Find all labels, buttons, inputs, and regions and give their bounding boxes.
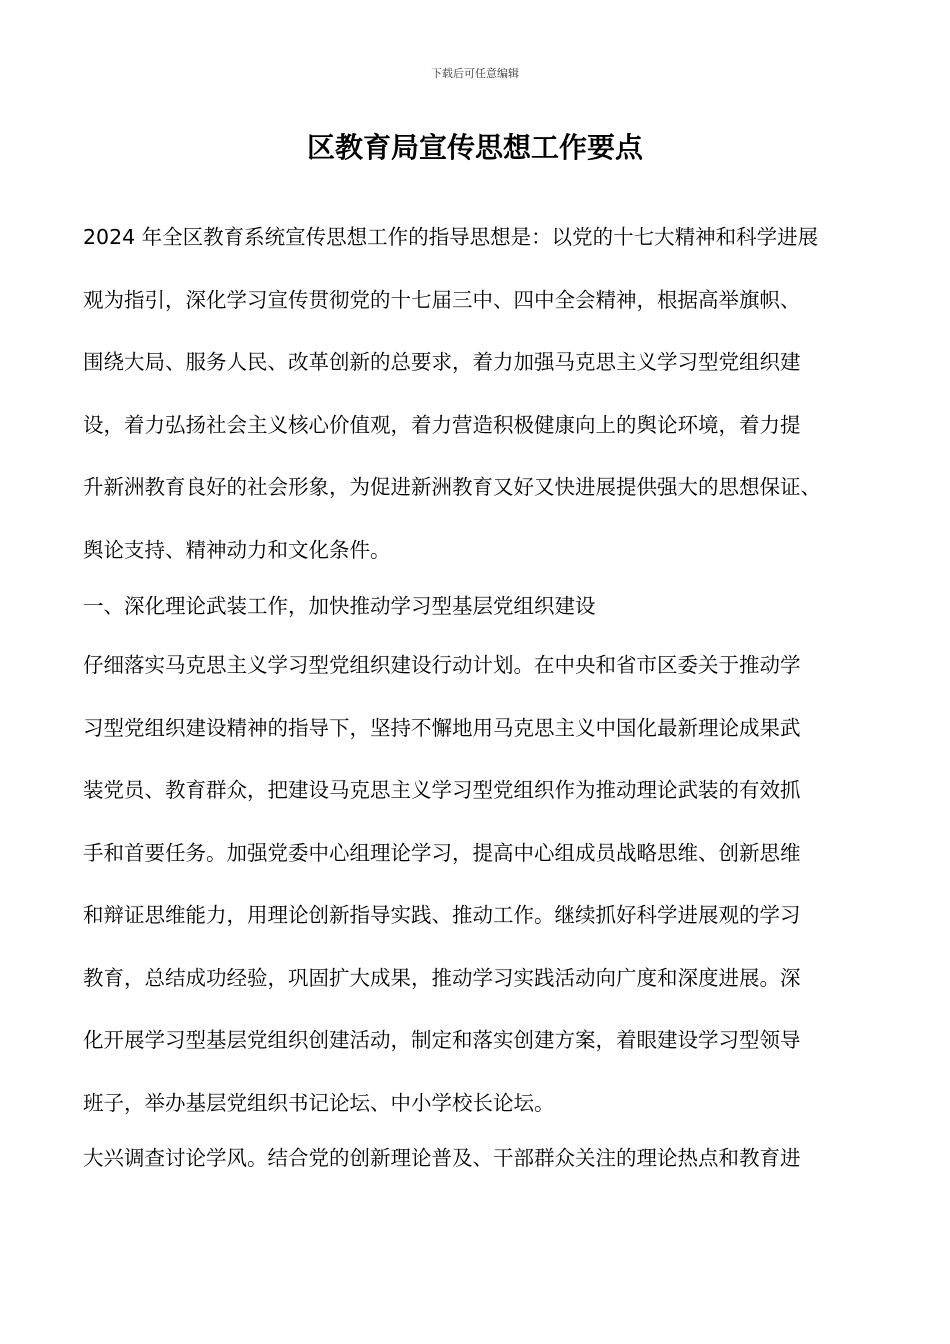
section-heading: 一、深化理论武装工作，加快推动学习型基层党组织建设	[83, 594, 596, 618]
paragraph-line: 教育，总结成功经验，巩固扩大成果，推动学习实践活动向广度和深度进展。深	[83, 965, 801, 990]
paragraph-line: 和辩证思维能力，用理论创新指导实践、推动工作。继续抓好科学进展观的学习	[83, 903, 801, 927]
paragraph-line: 班子，举办基层党组织书记论坛、中小学校长论坛。	[83, 1090, 555, 1115]
paragraph-line: 2024 年全区教育系统宣传思想工作的指导思想是：以党的十七大精神和科学进展	[83, 225, 819, 249]
paragraph-line: 化开展学习型基层党组织创建活动，制定和落实创建方案，着眼建设学习型领导	[83, 1028, 801, 1052]
paragraph-line: 习型党组织建设精神的指导下，坚持不懈地用马克思主义中国化最新理论成果武	[83, 715, 801, 740]
paragraph-line: 设，着力弘扬社会主义核心价值观，着力营造积极健康向上的舆论环境，着力提	[83, 412, 801, 437]
paragraph-line: 观为指引，深化学习宣传贯彻党的十七届三中、四中全会精神，根据高举旗帜、	[83, 287, 801, 312]
page-title: 区教育局宣传思想工作要点	[306, 131, 643, 164]
followup-paragraph-line: 大兴调查讨论学风。结合党的创新理论普及、干部群众关注的理论热点和教育进	[83, 1146, 801, 1170]
paragraph-line: 舆论支持、精神动力和文化条件。	[83, 537, 391, 562]
paragraph-line: 手和首要任务。加强党委中心组理论学习，提高中心组成员战略思维、创新思维	[83, 840, 801, 865]
section-paragraph	[83, 634, 883, 1134]
header-note: 下载后可任意编辑	[431, 67, 519, 80]
paragraph-line: 升新洲教育良好的社会形象，为促进新洲教育又好又快进展提供强大的思想保证、	[83, 475, 821, 499]
paragraph-line: 仔细落实马克思主义学习型党组织建设行动计划。在中央和省市区委关于推动学	[83, 653, 801, 677]
paragraph-line: 围绕大局、服务人民、改革创新的总要求，着力加强马克思主义学习型党组织建	[83, 350, 801, 374]
intro-paragraph	[83, 206, 883, 581]
paragraph-line: 装党员、教育群众，把建设马克思主义学习型党组织作为推动理论武装的有效抓	[83, 778, 801, 802]
